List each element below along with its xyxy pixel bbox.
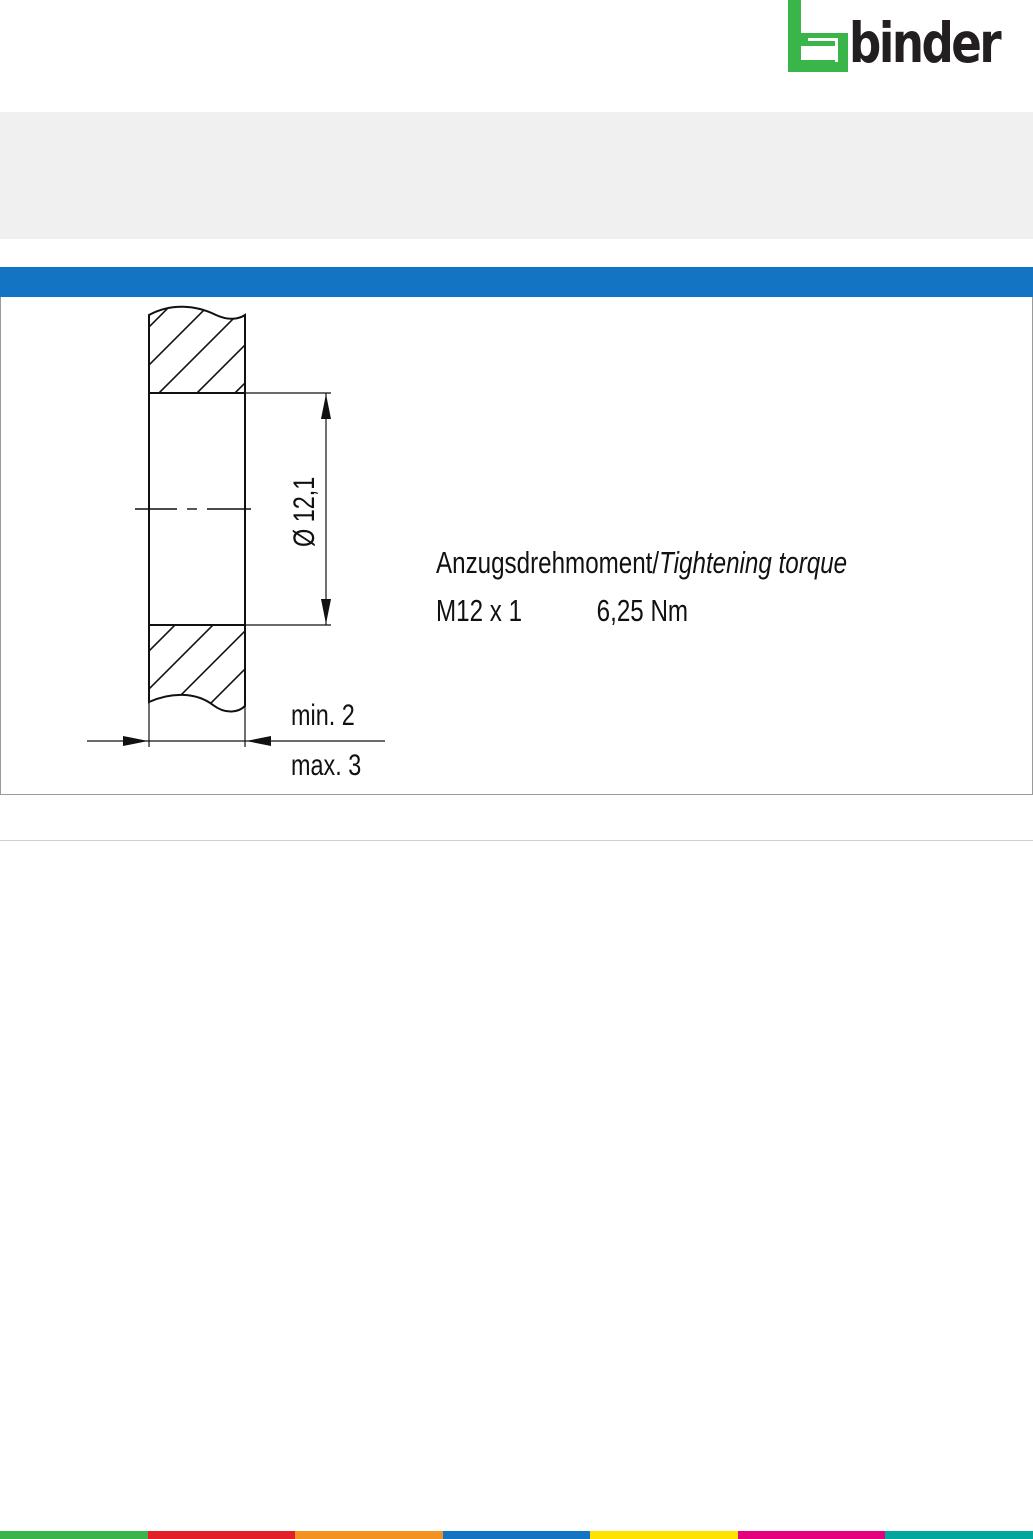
max-thickness-label: max. 3	[291, 749, 362, 782]
torque-row	[436, 593, 689, 629]
section-bar	[0, 267, 1033, 297]
min-thickness-label: min. 2	[291, 699, 355, 732]
footer-color-stripe	[0, 1531, 1033, 1539]
stripe-segment	[590, 1531, 738, 1539]
binder-logo-mark-icon	[788, 0, 848, 72]
thread-size: M12 x 1	[436, 593, 523, 628]
stripe-segment	[738, 1531, 886, 1539]
header-band	[0, 112, 1033, 239]
stripe-segment	[885, 1531, 1033, 1539]
section-divider	[0, 840, 1033, 841]
torque-title-de: Anzugsdrehmoment/	[436, 545, 660, 580]
stripe-segment	[295, 1531, 443, 1539]
stripe-segment	[148, 1531, 296, 1539]
stripe-segment	[443, 1531, 591, 1539]
torque-title-en: Tightening torque	[659, 545, 848, 580]
torque-title	[436, 545, 847, 581]
binder-logo	[785, 0, 1020, 75]
stripe-segment	[0, 1531, 148, 1539]
top-wall-section	[83, 303, 325, 393]
diameter-label: Ø 12,1	[288, 476, 321, 547]
torque-value: 6,25 Nm	[596, 593, 689, 628]
brand-name: binder	[849, 11, 1000, 75]
